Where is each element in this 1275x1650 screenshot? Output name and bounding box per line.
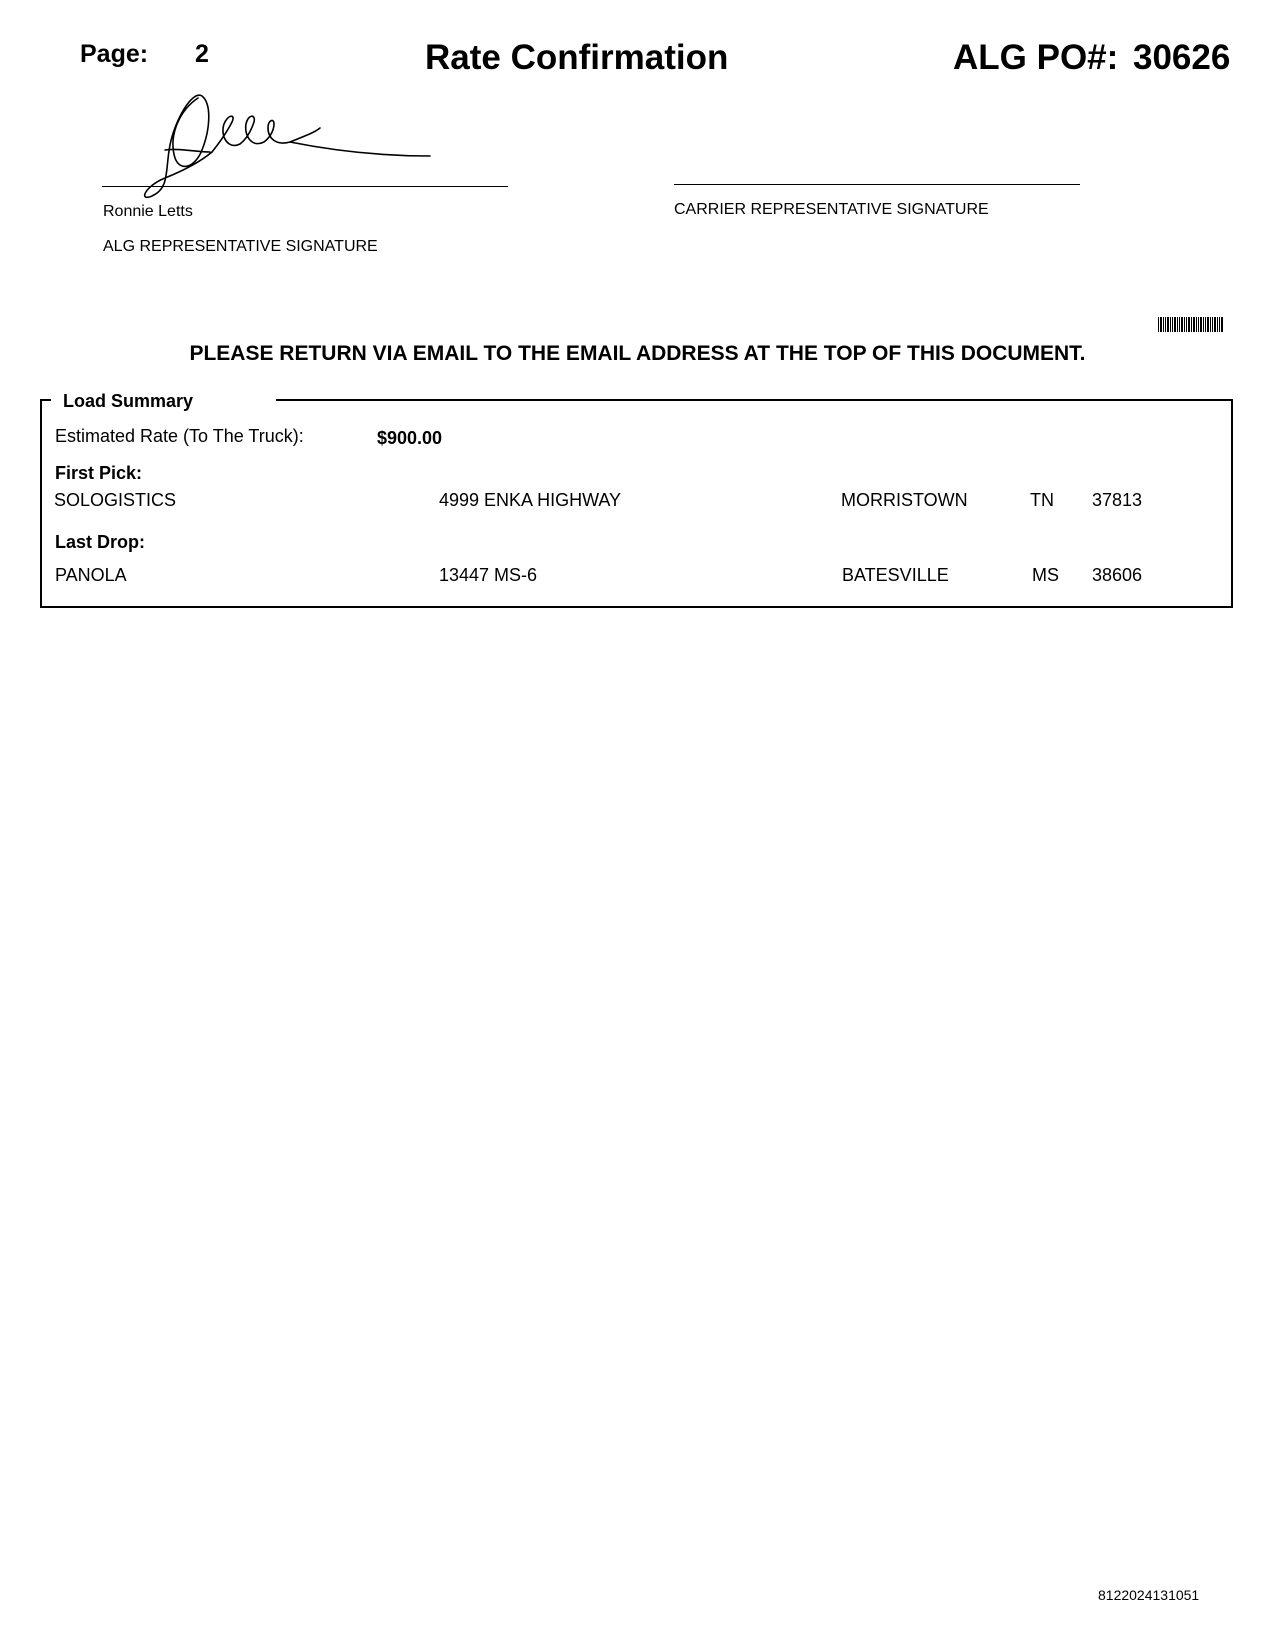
last-drop-city: BATESVILLE — [842, 565, 949, 585]
first-pick-label: First Pick: — [55, 463, 143, 483]
po-label: ALG PO#: — [953, 38, 1119, 77]
alg-signature-line — [102, 186, 508, 187]
carrier-signature-line — [674, 184, 1080, 185]
page-label: Page: — [80, 40, 149, 68]
last-drop-name: PANOLA — [55, 565, 127, 585]
box-border-top-left — [40, 399, 51, 401]
last-drop-label: Last Drop: — [55, 532, 145, 552]
alg-rep-name: Ronnie Letts — [103, 203, 193, 220]
first-pick-state: TN — [1030, 490, 1054, 510]
last-drop-zip: 38606 — [1092, 565, 1143, 585]
first-pick-address: 4999 ENKA HIGHWAY — [439, 490, 622, 510]
alg-signature-label: ALG REPRESENTATIVE SIGNATURE — [103, 238, 378, 255]
handwritten-signature-icon — [140, 90, 440, 205]
first-pick-city: MORRISTOWN — [841, 490, 968, 510]
carrier-signature-label: CARRIER REPRESENTATIVE SIGNATURE — [674, 201, 989, 218]
last-drop-address: 13447 MS-6 — [439, 565, 538, 585]
last-drop-state: MS — [1032, 565, 1059, 585]
load-summary-legend: Load Summary — [63, 391, 194, 411]
po-number: 30626 — [1133, 38, 1231, 77]
estimated-rate-label: Estimated Rate (To The Truck): — [55, 426, 304, 446]
document-number: 8122024131051 — [1098, 1587, 1200, 1603]
estimated-rate-value: $900.00 — [377, 428, 443, 448]
return-notice: PLEASE RETURN VIA EMAIL TO THE EMAIL ADDRESS AT THE TOP OF THIS DOCUMENT. — [189, 342, 1086, 365]
document-title: Rate Confirmation — [425, 38, 729, 77]
first-pick-name: SOLOGISTICS — [54, 490, 177, 510]
first-pick-zip: 37813 — [1092, 490, 1143, 510]
box-border-top-right — [276, 399, 1233, 401]
page-number: 2 — [195, 40, 209, 68]
barcode-icon — [1158, 317, 1224, 332]
